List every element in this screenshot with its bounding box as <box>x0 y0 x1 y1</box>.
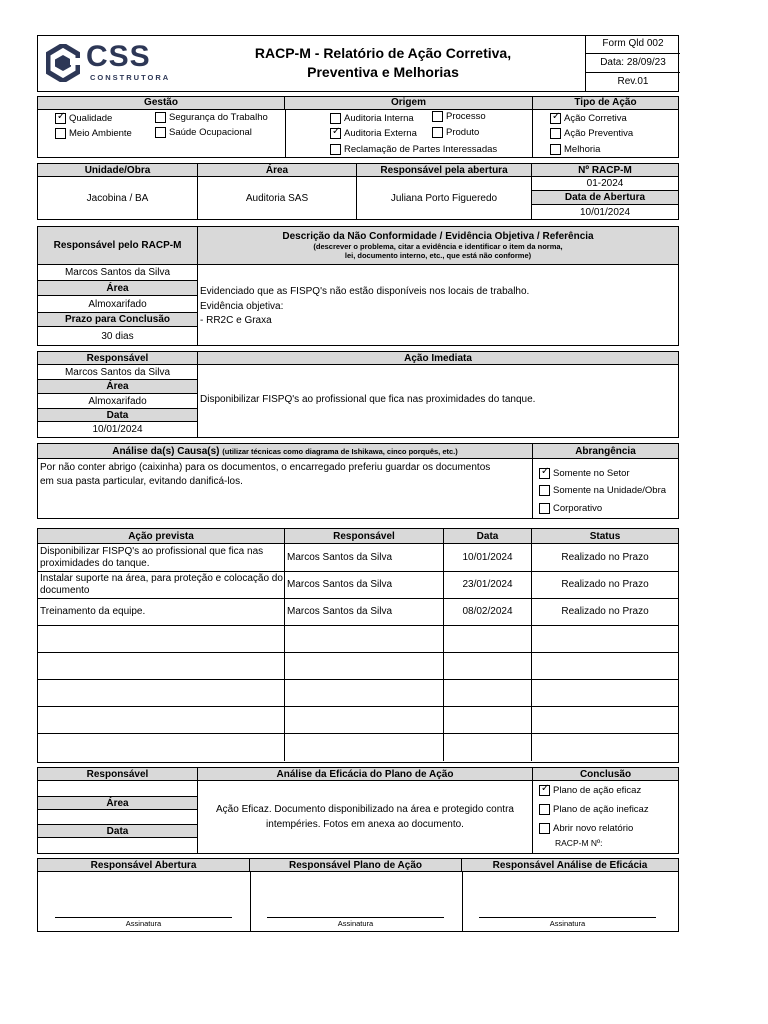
checkbox-icon[interactable] <box>330 128 341 139</box>
acao-resp-value: Marcos Santos da Silva <box>38 365 198 380</box>
cell-data <box>444 626 532 653</box>
unidade-value: Jacobina / BA <box>38 177 198 219</box>
cell-responsavel <box>285 707 444 734</box>
cell-responsavel: Marcos Santos da Silva <box>285 599 444 626</box>
divider <box>532 781 533 853</box>
tipo-header: Tipo de Ação <box>533 97 678 110</box>
acao-imediata-section <box>37 351 679 438</box>
analise-text: Por não conter abrigo (caixinha) para os documentos, o encarregado preferiu guardar os documentos em sua pasta particular, evitando danificá-los. <box>40 462 491 487</box>
col-acao-header: Ação prevista <box>38 529 285 544</box>
cell-responsavel <box>285 734 444 761</box>
num-racp-header: Nº RACP-M <box>532 164 678 177</box>
checkbox-icon[interactable] <box>155 112 166 123</box>
gestao-header: Gestão <box>38 97 285 110</box>
cell-acao <box>38 653 285 680</box>
eficacia-text: Ação Eficaz. Documento disponibilizado na área e protegido contra intempéries. Fotos em anexa ao documento. <box>216 804 514 830</box>
resp-abertura-value: Juliana Porto Figueredo <box>357 177 532 219</box>
cell-acao: Disponibilizar FISPQ's ao profissional que fica nas proximidades do tanque. <box>38 544 285 572</box>
checkbox-icon[interactable] <box>55 113 66 124</box>
cell-status <box>532 734 678 761</box>
cell-responsavel <box>285 680 444 707</box>
cell-acao <box>38 707 285 734</box>
checkbox-icon[interactable] <box>155 127 166 138</box>
cell-status <box>532 626 678 653</box>
logo-hexagon-icon <box>46 44 80 82</box>
descricao-header: Descrição da Não Conformidade / Evidência Objetiva / Referência (descrever o problema, citar a evidência e identificar o item da norma, lei, documento interno, etc., que está não conforme) <box>198 227 678 265</box>
resp-racp-value: Marcos Santos da Silva <box>38 265 198 281</box>
origem-header: Origem <box>285 97 533 110</box>
checkbox-icon[interactable] <box>550 113 561 124</box>
origem-auditoria-interna[interactable]: Auditoria Interna <box>330 113 414 124</box>
cell-status <box>532 653 678 680</box>
checkbox-icon[interactable] <box>330 113 341 124</box>
acao-data-value: 10/01/2024 <box>38 422 198 437</box>
acao-imediata-text: Disponibilizar FISPQ's ao profissional que fica nas proximidades do tanque. <box>200 394 536 405</box>
prazo-value: 30 dias <box>38 327 198 345</box>
conclusao-ineficaz[interactable]: Plano de ação ineficaz <box>539 804 649 815</box>
checkbox-icon[interactable] <box>432 111 443 122</box>
sig-label-eficacia: Assinatura <box>549 919 586 928</box>
unidade-header: Unidade/Obra <box>38 164 198 177</box>
origem-processo[interactable]: Processo <box>432 111 486 122</box>
cell-responsavel: Marcos Santos da Silva <box>285 544 444 572</box>
num-racp-value: 01-2024 <box>532 177 678 191</box>
eficacia-resp-value <box>38 781 198 797</box>
abrangencia-corporativo[interactable]: Corporativo <box>539 503 602 514</box>
checkbox-icon[interactable] <box>539 823 550 834</box>
data-abertura-header: Data de Abertura <box>532 191 678 205</box>
checkbox-icon[interactable] <box>539 468 550 479</box>
acao-data-header: Data <box>38 409 198 422</box>
gestao-saude[interactable]: Saúde Ocupacional <box>155 127 252 138</box>
checkbox-icon[interactable] <box>539 503 550 514</box>
checkbox-icon[interactable] <box>539 485 550 496</box>
logo-name: CSS <box>86 40 151 73</box>
resp-racp-header: Responsável pelo RACP-M <box>38 227 198 265</box>
cell-status: Realizado no Prazo <box>532 544 678 572</box>
cell-acao <box>38 734 285 761</box>
cell-status: Realizado no Prazo <box>532 599 678 626</box>
logo-subtitle: CONSTRUTORA <box>90 73 171 82</box>
area-value: Almoxarifado <box>38 296 198 313</box>
divider <box>462 872 463 931</box>
abrangencia-unidade[interactable]: Somente na Unidade/Obra <box>539 485 666 496</box>
sig-line-abertura <box>55 917 232 918</box>
analise-header: Análise da(s) Causa(s) (utilizar técnicas como diagrama de Ishikawa, cinco porquês, etc.) <box>38 444 533 459</box>
acao-imediata-header: Ação Imediata <box>198 352 678 365</box>
checkbox-icon[interactable] <box>330 144 341 155</box>
data-abertura-value: 10/01/2024 <box>579 206 631 218</box>
checkbox-icon[interactable] <box>550 144 561 155</box>
cell-data <box>444 707 532 734</box>
origem-reclamacao[interactable]: Reclamação de Partes Interessadas <box>330 144 497 155</box>
acao-area-header: Área <box>38 380 198 394</box>
plano-acao-table <box>37 528 679 763</box>
eficacia-header: Análise da Eficácia do Plano de Ação <box>198 768 533 781</box>
form-rev: Rev.01 <box>617 76 649 87</box>
eficacia-section <box>37 767 679 854</box>
company-logo <box>46 42 176 86</box>
cell-data: 08/02/2024 <box>444 599 532 626</box>
tipo-corretiva[interactable]: ✓ Ação Corretiva <box>550 113 627 124</box>
gestao-seguranca[interactable]: Segurança do Trabalho <box>155 112 268 123</box>
cell-status <box>532 707 678 734</box>
form-meta <box>585 35 680 92</box>
checkbox-icon[interactable] <box>55 128 66 139</box>
abrangencia-header: Abrangência <box>533 444 678 459</box>
checkbox-icon[interactable] <box>539 785 550 796</box>
cell-acao <box>38 626 285 653</box>
acao-resp-header: Responsável <box>38 352 198 365</box>
conclusao-novo-relatorio[interactable]: Abrir novo relatório <box>539 823 633 834</box>
analise-section <box>37 443 679 519</box>
form-date: Data: 28/09/23 <box>586 54 680 73</box>
cell-data <box>444 734 532 761</box>
origem-auditoria-externa[interactable]: ✓ Auditoria Externa <box>330 128 417 139</box>
sig-line-eficacia <box>479 917 656 918</box>
acao-area-value: Almoxarifado <box>38 394 198 409</box>
assinaturas-section <box>37 858 679 932</box>
abrangencia-setor[interactable]: ✓ Somente no Setor <box>539 468 630 479</box>
col-resp-header: Responsável <box>285 529 444 544</box>
cell-responsavel <box>285 626 444 653</box>
cell-status: Realizado no Prazo <box>532 572 678 599</box>
form-code: Form Qld 002 <box>586 35 680 54</box>
cell-data <box>444 653 532 680</box>
eficacia-resp-header: Responsável <box>38 768 198 781</box>
cell-data <box>444 680 532 707</box>
eficacia-area-header: Área <box>38 797 198 810</box>
conclusao-header: Conclusão <box>533 768 678 781</box>
cell-data: 10/01/2024 <box>444 544 532 572</box>
cell-data: 23/01/2024 <box>444 572 532 599</box>
sig-plano-header: Responsável Plano de Ação <box>250 859 462 872</box>
cell-acao <box>38 680 285 707</box>
divider <box>532 459 533 518</box>
sig-line-plano <box>267 917 444 918</box>
eficacia-area-value <box>38 810 198 825</box>
divider <box>285 110 286 157</box>
conclusao-eficaz[interactable]: ✓ Plano de ação eficaz <box>539 785 641 796</box>
prazo-header: Prazo para Conclusão <box>38 313 198 327</box>
form-title <box>228 44 538 82</box>
cell-status <box>532 680 678 707</box>
area-value: Auditoria SAS <box>198 177 357 219</box>
checkbox-icon[interactable] <box>432 127 443 138</box>
cell-acao: Instalar suporte na área, para proteção e colocação do documento <box>38 572 285 599</box>
checkbox-icon[interactable] <box>539 804 550 815</box>
title-line-2: Preventiva e Melhorias <box>307 64 459 80</box>
tipo-melhoria[interactable]: Melhoria <box>550 144 600 155</box>
area-header: Área <box>38 281 198 296</box>
tipo-preventiva[interactable]: Ação Preventiva <box>550 128 633 139</box>
descricao-section <box>37 226 679 346</box>
gestao-qualidade[interactable]: ✓ Qualidade <box>55 113 112 124</box>
eficacia-data-header: Data <box>38 825 198 838</box>
title-line-1: RACP-M - Relatório de Ação Corretiva, <box>254 45 512 61</box>
racp-num-label: RACP-M Nº: <box>555 838 603 848</box>
descricao-text: Evidenciado que as FISPQ's não estão disponíveis nos locais de trabalho. Evidência objetiva: - RR2C e Graxa <box>200 286 530 326</box>
sig-label-plano: Assinatura <box>337 919 374 928</box>
cell-responsavel: Marcos Santos da Silva <box>285 572 444 599</box>
divider <box>532 110 533 157</box>
cell-responsavel <box>285 653 444 680</box>
checkbox-icon[interactable] <box>550 128 561 139</box>
sig-eficacia-header: Responsável Análise de Eficácia <box>462 859 678 872</box>
info-section <box>37 163 679 220</box>
col-status-header: Status <box>532 529 678 544</box>
cell-acao: Treinamento da equipe. <box>38 599 285 626</box>
sig-abertura-header: Responsável Abertura <box>38 859 250 872</box>
area-header: Área <box>198 164 357 177</box>
col-data-header: Data <box>444 529 532 544</box>
eficacia-data-value <box>38 838 198 853</box>
header-section <box>37 35 679 92</box>
origem-produto[interactable]: Produto <box>432 127 479 138</box>
divider <box>250 872 251 931</box>
resp-abertura-header: Responsável pela abertura <box>357 164 532 177</box>
sig-label-abertura: Assinatura <box>125 919 162 928</box>
classification-section <box>37 96 679 158</box>
gestao-meio-ambiente[interactable]: Meio Ambiente <box>55 128 132 139</box>
